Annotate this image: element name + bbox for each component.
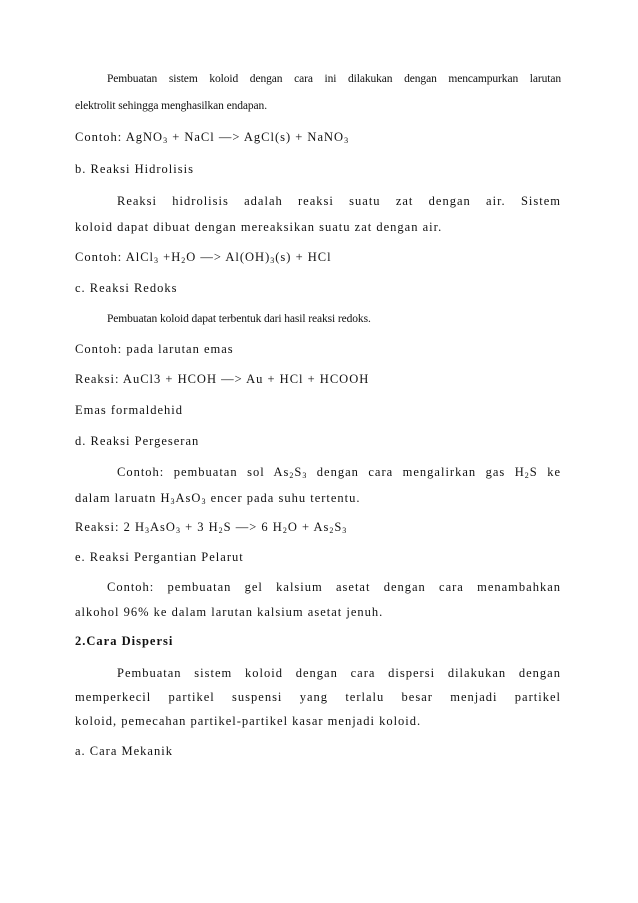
equation-alcl3: Contoh: AlCl$_3$ $+H_2O$ —> $Al(OH)_3(s)$ + HCl <box>75 250 332 265</box>
paragraph-line: Pembuatan sistem koloid dengan cara ini dilakukan dengan mencampurkan larutan <box>107 73 561 85</box>
paragraph-line: koloid dapat dibuat dengan mereaksikan suatu zat dengan air. <box>75 220 443 234</box>
paragraph-line: Contoh: pembuatan gel kalsium asetat dengan cara menambahkan <box>107 580 561 594</box>
equation-agno3: Contoh: AgNO$_3$ + NaCl —> AgCl(s) + NaNO$_3$ <box>75 130 350 145</box>
example-line: Contoh: pada larutan emas <box>75 342 234 356</box>
heading-pergeseran: d. Reaksi Pergeseran <box>75 434 200 448</box>
paragraph-line: elektrolit sehingga menghasilkan endapan. <box>75 100 267 112</box>
paragraph-line: Pembuatan koloid dapat terbentuk dari hasil reaksi redoks. <box>107 313 371 325</box>
paragraph-line: koloid, pemecahan partikel-partikel kasar menjadi koloid. <box>75 714 422 728</box>
heading-hidrolisis: b. Reaksi Hidrolisis <box>75 162 194 176</box>
section-heading-dispersi: 2.Cara Dispersi <box>75 634 174 648</box>
paragraph-line: Contoh: pembuatan sol $As_2S_3$ dengan cara mengalirkan gas $H_2S$ ke <box>117 465 562 480</box>
reaction-redoks: Reaksi: AuCl3 + HCOH —> Au + HCl + HCOOH <box>75 372 370 386</box>
paragraph-line: dalam laruatn $H_3AsO_3$ encer pada suhu tertentu. <box>75 491 361 506</box>
paragraph-line: Reaksi hidrolisis adalah reaksi suatu zat dengan air. Sistem <box>117 194 561 208</box>
heading-redoks: c. Reaksi Redoks <box>75 281 178 295</box>
note-line: Emas formaldehid <box>75 403 183 417</box>
paragraph-line: alkohol 96% ke dalam larutan kalsium asetat jenuh. <box>75 605 384 619</box>
heading-pergantian-pelarut: e. Reaksi Pergantian Pelarut <box>75 550 244 564</box>
heading-cara-mekanik: a. Cara Mekanik <box>75 744 173 758</box>
equation-as2s3: Reaksi: 2 $H_3AsO_3 + 3$ $H_2S$ —> 6 $H_2O + As_2S_3$ <box>75 520 348 535</box>
paragraph-line: memperkecil partikel suspensi yang terlalu besar menjadi partikel <box>75 690 561 704</box>
paragraph-line: Pembuatan sistem koloid dengan cara dispersi dilakukan dengan <box>117 666 561 680</box>
